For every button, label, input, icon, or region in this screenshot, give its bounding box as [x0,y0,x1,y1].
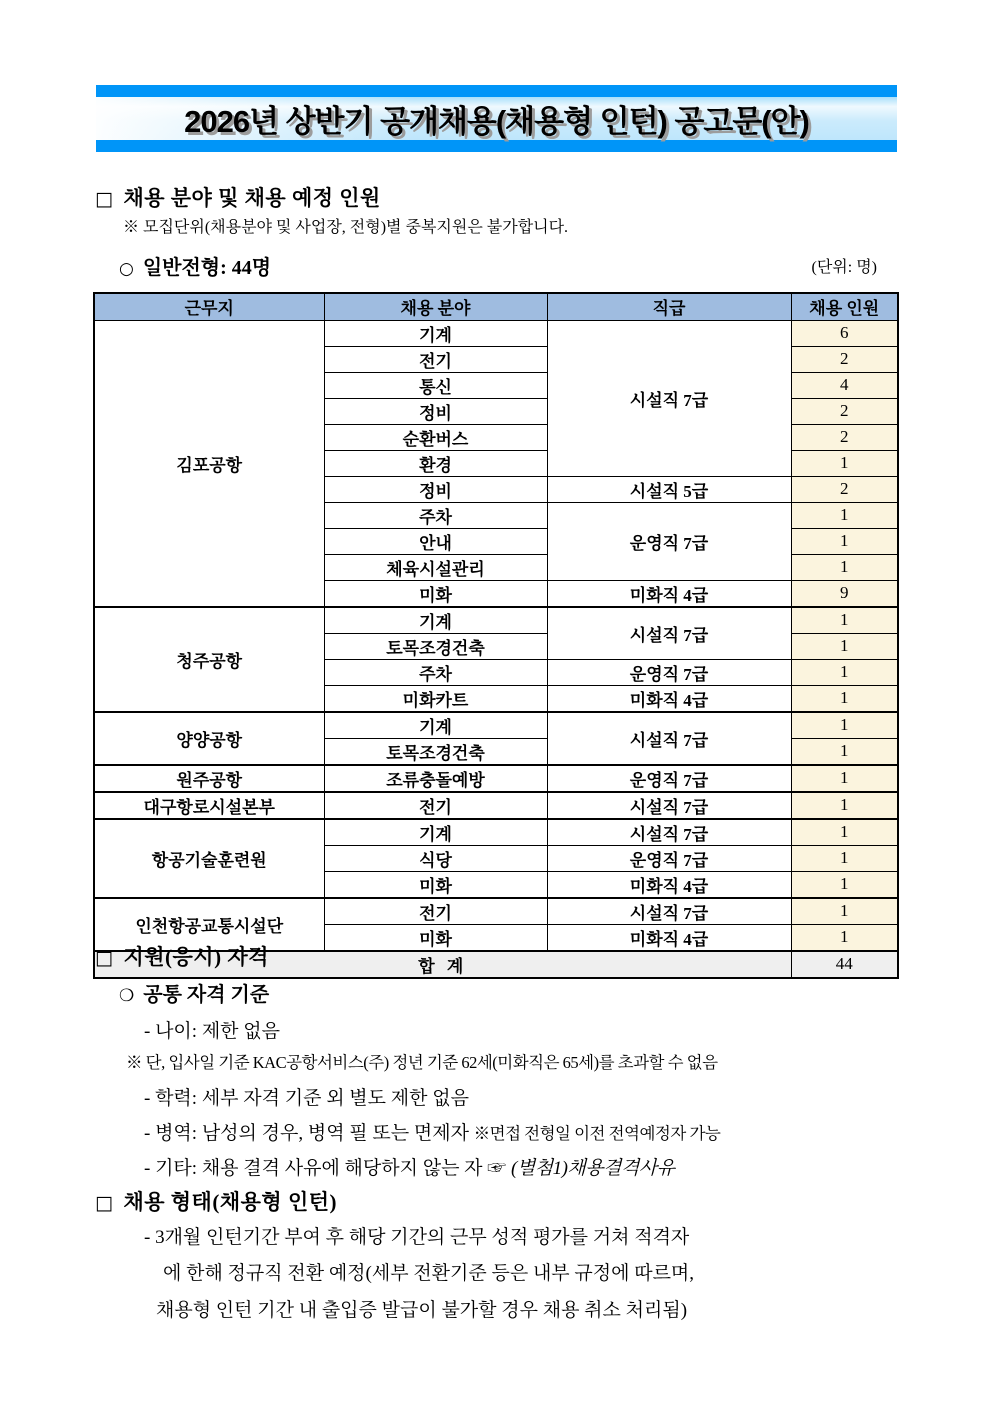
table-cell-field: 기계 [324,607,547,634]
title-banner [96,85,897,152]
table-cell-grade: 시설직 7급 [547,792,791,819]
age-item: - 나이: 제한 없음 [144,1021,280,1042]
table-cell-field: 환경 [324,450,547,476]
table-cell-count: 1 [791,502,898,528]
section-heading-recruit [95,182,381,212]
column-header: 직급 [547,293,791,320]
table-row [94,320,898,346]
table-cell-field: 미화 [324,580,547,607]
table-cell-field: 미화카트 [324,685,547,712]
table-cell-grade: 미화직 4급 [547,871,791,898]
etc-item [144,1153,675,1180]
table-cell-grade: 운영직 7급 [547,845,791,871]
table-cell-count: 1 [791,924,898,951]
employment-line-2: 에 한해 정규직 전환 예정(세부 전환기준 등은 내부 규정에 따르며, [163,1263,695,1284]
table-cell-site: 항공기술훈련원 [94,819,324,898]
common-criteria-label: 공통 자격 기준 [143,984,270,1006]
age-note: ※ 단, 입사일 기준 KAC공항서비스(주) 정년 기준 62세(미화직은 65세)를 초과할 수 없음 [126,1053,718,1072]
table-cell-field: 전기 [324,898,547,925]
military-item-text: - 병역: 남성의 경우, 병역 필 또는 면제자 [144,1123,469,1144]
table-cell-field: 기계 [324,712,547,739]
table-cell-grade: 미화직 4급 [547,685,791,712]
unit-label: (단위: 명) [811,259,877,276]
table-cell-count: 1 [791,633,898,659]
table-cell-count: 1 [791,845,898,871]
etc-reference: (별첨1)채용결격사유 [511,1158,675,1179]
column-header: 채용 분야 [324,293,547,320]
table-cell-field: 토목조경건축 [324,633,547,659]
table-cell-field: 전기 [324,792,547,819]
table-cell-site: 청주공항 [94,607,324,712]
table-cell-grade: 시설직 7급 [547,607,791,660]
table-cell-field: 정비 [324,398,547,424]
square-bullet-icon: □ [95,947,114,969]
table-cell-grade: 시설직 7급 [547,898,791,925]
banner-bottom-bar [96,140,897,152]
table-cell-field: 주차 [324,502,547,528]
recruit-subheading [119,251,271,280]
table-cell-field: 기계 [324,320,547,346]
table-cell-count: 1 [791,554,898,580]
table-cell-grade: 운영직 7급 [547,765,791,792]
table-cell-field: 기계 [324,819,547,846]
table-cell-count: 1 [791,712,898,739]
table-cell-count: 1 [791,792,898,819]
table-cell-count: 1 [791,659,898,685]
table-row [94,765,898,792]
recruit-table-head [94,293,898,320]
table-cell-grade: 운영직 7급 [547,659,791,685]
table-cell-count: 4 [791,372,898,398]
table-cell-count: 6 [791,320,898,346]
table-cell-field: 안내 [324,528,547,554]
table-cell-total-count: 44 [791,951,898,978]
table-cell-count: 1 [791,765,898,792]
table-cell-field: 통신 [324,372,547,398]
table-cell-site: 양양공항 [94,712,324,765]
table-cell-grade: 시설직 7급 [547,712,791,765]
table-cell-count: 1 [791,528,898,554]
recruit-note: ※ 모집단위(채용분야 및 사업장, 전형)별 중복지원은 불가합니다. [123,219,569,236]
table-cell-grade: 시설직 7급 [547,819,791,846]
table-cell-count: 2 [791,346,898,372]
document-title: 2026년 상반기 공개채용(채용형 인턴) 공고문(안) [184,104,809,139]
table-cell-field: 미화 [324,924,547,951]
table-cell-total-label: 합 계 [94,951,791,978]
table-cell-count: 2 [791,398,898,424]
table-cell-field: 체육시설관리 [324,554,547,580]
table-row [94,792,898,819]
employment-line-1: - 3개월 인턴기간 부여 후 해당 기간의 근무 성적 평가를 거쳐 적격자 [144,1227,690,1248]
table-cell-site: 김포공항 [94,320,324,607]
table-cell-count: 1 [791,819,898,846]
section-heading-employment [95,1186,337,1216]
table-cell-site: 대구항로시설본부 [94,792,324,819]
table-cell-count: 1 [791,607,898,634]
table-cell-grade: 미화직 4급 [547,924,791,951]
employment-line-3: 채용형 인턴 기간 내 출입증 발급이 불가할 경우 채용 취소 처리됨) [156,1300,688,1321]
square-bullet-icon: □ [95,1192,114,1214]
square-bullet-icon: □ [95,188,114,210]
table-cell-grade: 시설직 7급 [547,320,791,476]
table-cell-count: 1 [791,450,898,476]
military-item [144,1118,720,1145]
etc-item-text: - 기타: 채용 결격 사유에 해당하지 않는 자 ☞ [144,1158,507,1179]
circle-bullet-icon: ○ [119,259,134,279]
section-heading-recruit-label: 채용 분야 및 채용 예정 인원 [123,186,381,210]
recruit-subheading-label: 일반전형: 44명 [142,257,272,279]
banner-body [96,97,897,140]
table-cell-count: 1 [791,738,898,765]
table-cell-grade: 운영직 7급 [547,502,791,580]
table-cell-field: 정비 [324,476,547,502]
recruit-table [93,292,899,979]
table-cell-field: 순환버스 [324,424,547,450]
table-cell-grade: 시설직 5급 [547,476,791,502]
table-cell-field: 식당 [324,845,547,871]
section-heading-employment-label: 채용 형태(채용형 인턴) [123,1190,338,1214]
table-cell-field: 미화 [324,871,547,898]
table-cell-count: 9 [791,580,898,607]
column-header: 채용 인원 [791,293,898,320]
table-cell-site: 인천항공교통시설단 [94,898,324,951]
table-cell-field: 조류충돌예방 [324,765,547,792]
shaded-circle-bullet-icon: ❍ [119,986,135,1006]
table-row [94,898,898,925]
table-cell-count: 2 [791,476,898,502]
table-cell-grade: 미화직 4급 [547,580,791,607]
recruit-table-body [94,320,898,978]
section-heading-eligibility [95,941,269,971]
table-cell-site: 원주공항 [94,765,324,792]
education-item: - 학력: 세부 자격 기준 외 별도 제한 없음 [144,1088,469,1109]
table-cell-count: 1 [791,685,898,712]
table-cell-count: 2 [791,424,898,450]
table-cell-count: 1 [791,898,898,925]
table-row [94,819,898,846]
table-cell-count: 1 [791,871,898,898]
common-criteria-subheading [119,978,269,1007]
section-heading-eligibility-label: 지원(응시) 자격 [123,945,269,969]
column-header: 근무지 [94,293,324,320]
table-cell-field: 토목조경건축 [324,738,547,765]
table-row [94,607,898,634]
table-row [94,712,898,739]
military-note: ※면접 전형일 이전 전역예정자 가능 [473,1124,721,1143]
table-cell-field: 전기 [324,346,547,372]
table-cell-field: 주차 [324,659,547,685]
table-header-row [94,293,898,320]
